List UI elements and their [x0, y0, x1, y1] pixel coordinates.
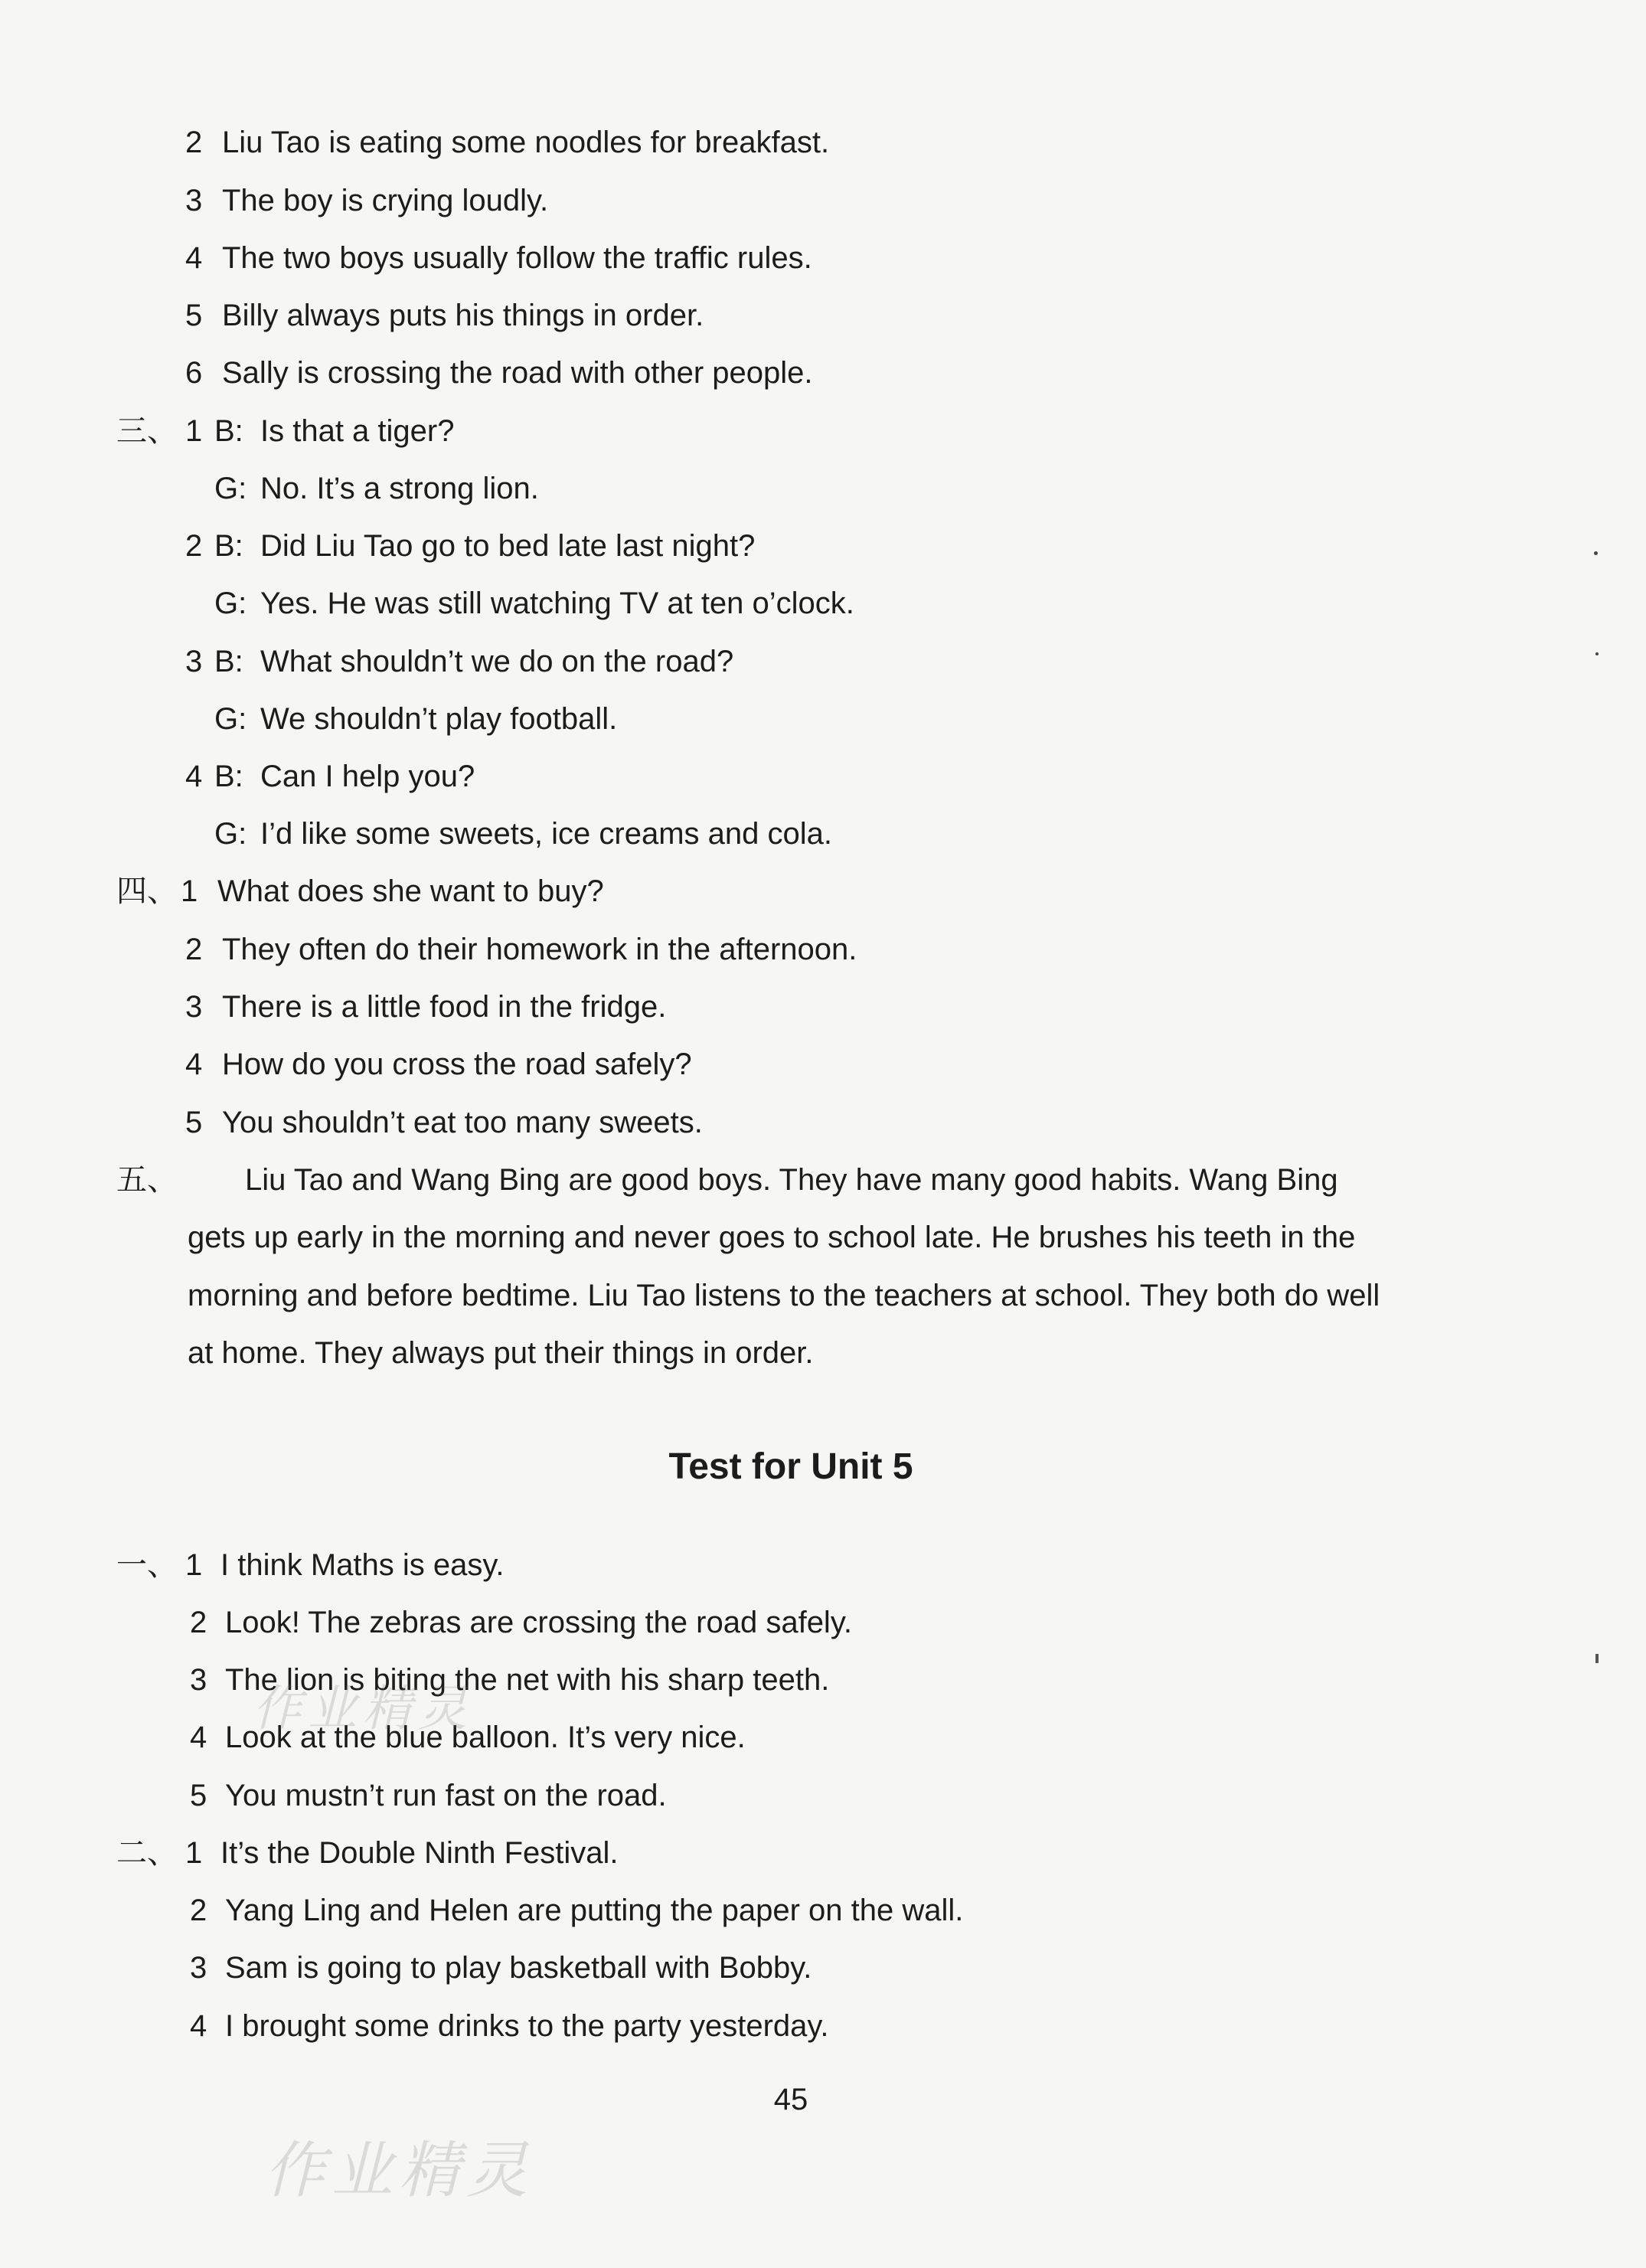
list-item: 4 Look at the blue balloon. It’s very nice.	[190, 1721, 746, 1754]
list-item: 4 The two boys usually follow the traffic rules.	[185, 241, 812, 275]
dialogue-line: G: I’d like some sweets, ice creams and cola.	[214, 817, 832, 851]
list-item: 2 They often do their homework in the afternoon.	[185, 933, 857, 966]
scan-speck	[1595, 652, 1599, 655]
list-item: 3 There is a little food in the fridge.	[185, 990, 667, 1024]
dialogue-line: G: No. It’s a strong lion.	[214, 472, 539, 505]
paragraph-line: morning and before bedtime. Liu Tao listens to the teachers at school. They both do well	[188, 1279, 1380, 1312]
list-item: 1 What does she want to buy?	[181, 874, 604, 908]
page-number: 45	[773, 2083, 808, 2116]
section-marker: 三、	[116, 413, 178, 449]
list-item: 6 Sally is crossing the road with other people.	[185, 356, 813, 390]
section-marker: 二、	[116, 1835, 178, 1871]
list-item: 4 I brought some drinks to the party yesterday.	[190, 2009, 829, 2043]
list-item: 3 The lion is biting the net with his sharp teeth.	[190, 1663, 830, 1697]
paragraph-line: gets up early in the morning and never goes to school late. He brushes his teeth in the	[188, 1221, 1356, 1254]
section-marker: 一、	[116, 1547, 178, 1583]
scan-speck	[1595, 1654, 1599, 1663]
watermark: 作业精灵	[264, 2135, 534, 2206]
list-item: 5 You shouldn’t eat too many sweets.	[185, 1106, 703, 1139]
dialogue-line: 4 B: Can I help you?	[185, 760, 475, 793]
list-item: 2 Look! The zebras are crossing the road safely.	[190, 1606, 852, 1639]
list-item: 1 It’s the Double Ninth Festival.	[185, 1836, 619, 1870]
watermark: 作业精灵	[253, 1681, 473, 1737]
scan-speck	[1594, 551, 1598, 555]
section-marker: 五、	[116, 1162, 178, 1198]
list-item: 5 You mustn’t run fast on the road.	[190, 1779, 667, 1812]
section-marker: 四、	[116, 874, 178, 909]
dialogue-line: G: Yes. He was still watching TV at ten o’clock.	[214, 587, 854, 620]
dialogue-line: 2 B: Did Liu Tao go to bed late last night?	[185, 529, 756, 563]
paragraph-line: at home. They always put their things in order.	[188, 1336, 814, 1370]
list-item: 2 Yang Ling and Helen are putting the paper on the wall.	[190, 1894, 964, 1927]
dialogue-line: 1 B: Is that a tiger?	[185, 414, 455, 448]
list-item: 3 Sam is going to play basketball with Bobby.	[190, 1951, 812, 1985]
dialogue-line: 3 B: What shouldn’t we do on the road?	[185, 645, 734, 678]
list-item: 4 How do you cross the road safely?	[185, 1047, 692, 1081]
paragraph-line: Liu Tao and Wang Bing are good boys. They have many good habits. Wang Bing	[245, 1163, 1338, 1197]
list-item: 3 The boy is crying loudly.	[185, 184, 549, 217]
list-item: 1 I think Maths is easy.	[185, 1548, 505, 1582]
list-item: 5 Billy always puts his things in order.	[185, 299, 704, 332]
list-item: 2 Liu Tao is eating some noodles for breakfast.	[185, 126, 830, 159]
unit-heading: Test for Unit 5	[668, 1446, 913, 1487]
dialogue-line: G: We shouldn’t play football.	[214, 702, 618, 736]
